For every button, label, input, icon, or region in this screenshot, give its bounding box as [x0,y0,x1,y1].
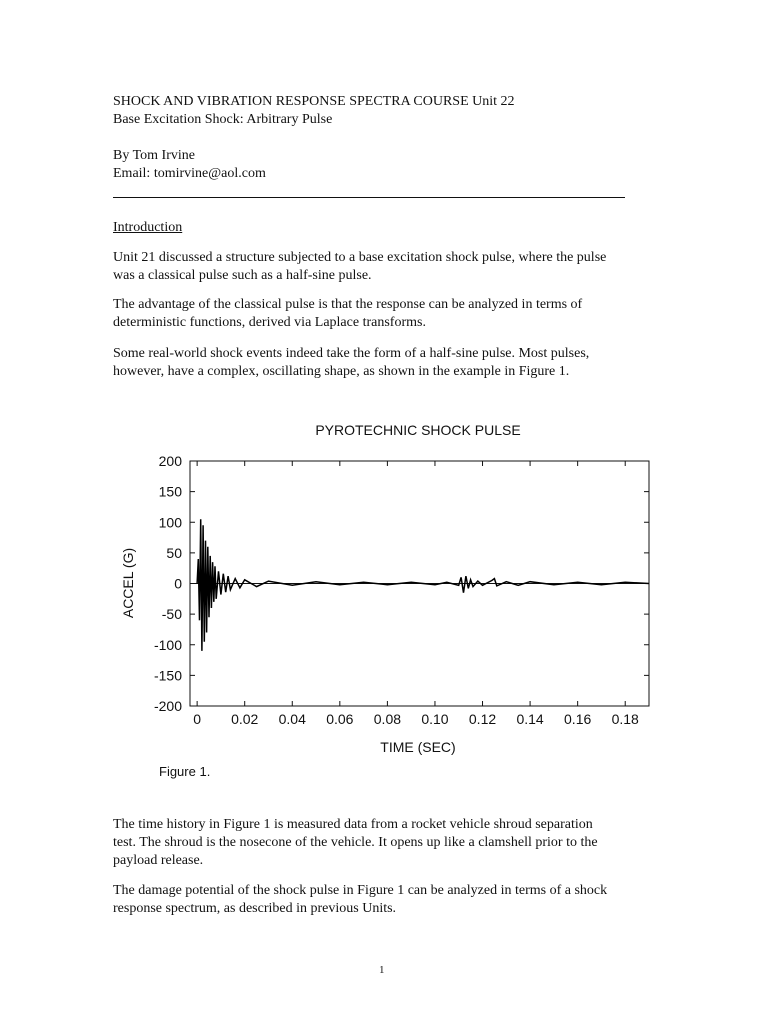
page-number: 1 [379,964,385,976]
paragraph-line: Unit 21 discussed a structure subjected to a base excitation shock pulse, where the pulse [113,250,607,265]
section-heading-introduction: Introduction [113,220,183,235]
x-tick-label: 0.04 [278,711,306,727]
horizontal-rule [113,197,625,198]
paragraph-1 [113,249,658,285]
paragraph-line: test. The shroud is the nosecone of the vehicle. It opens up like a clamshell prior to the [113,835,598,850]
paragraph-4 [113,816,658,870]
x-tick-label: 0.10 [421,711,449,727]
paragraph-5 [113,882,658,918]
x-tick-label: 0.02 [231,711,259,727]
x-tick-label: 0 [193,711,202,727]
email-line: Email: tomirvine@aol.com [113,166,266,181]
paragraph-2 [113,296,658,332]
y-axis-label: ACCEL (G) [120,547,136,619]
paragraph-line: payload release. [113,853,204,868]
y-tick-label: -100 [153,636,182,653]
y-tick-label: 0 [174,575,182,592]
paragraph-line: The damage potential of the shock pulse in Figure 1 can be analyzed in terms of a shock [113,883,608,898]
pyrotechnic-shock-chart [0,400,768,770]
paragraph-line: however, have a complex, oscillating shape, as shown in the example in Figure 1. [113,364,570,379]
paragraph-line: deterministic functions, derived via Laplace transforms. [113,315,426,330]
x-tick-label: 0.06 [326,711,354,727]
x-tick-label: 0.12 [468,711,497,727]
y-tick-label: -200 [153,698,182,714]
paragraph-3 [113,345,658,381]
y-tick-label: 200 [158,453,182,469]
x-tick-label: 0.16 [564,711,592,727]
x-axis-label: TIME (SEC) [380,739,456,755]
figure-caption: Figure 1. [159,764,211,779]
paragraph-line: Some real-world shock events indeed take the form of a half-sine pulse. Most pulses, [113,346,590,361]
x-tick-label: 0.08 [373,711,402,727]
document-title: SHOCK AND VIBRATION RESPONSE SPECTRA COURSE Unit 22 [113,94,515,109]
paragraph-line: The time history in Figure 1 is measured data from a rocket vehicle shroud separation [113,817,593,832]
y-tick-label: 100 [158,514,182,531]
paragraph-line: The advantage of the classical pulse is that the response can be analyzed in terms of [113,297,583,312]
y-tick-label: 150 [158,483,182,500]
y-tick-label: -50 [161,606,182,623]
document-subtitle: Base Excitation Shock: Arbitrary Pulse [113,112,333,127]
paragraph-line: response spectrum, as described in previous Units. [113,901,397,916]
author-line: By Tom Irvine [113,148,195,163]
chart-title: PYROTECHNIC SHOCK PULSE [315,422,521,438]
x-tick-label: 0.18 [611,711,639,727]
y-tick-label: 50 [166,544,182,561]
x-tick-label: 0.14 [516,711,544,727]
y-tick-label: -150 [153,667,182,684]
series-line [197,519,649,651]
paragraph-line: was a classical pulse such as a half-sine pulse. [113,268,372,283]
